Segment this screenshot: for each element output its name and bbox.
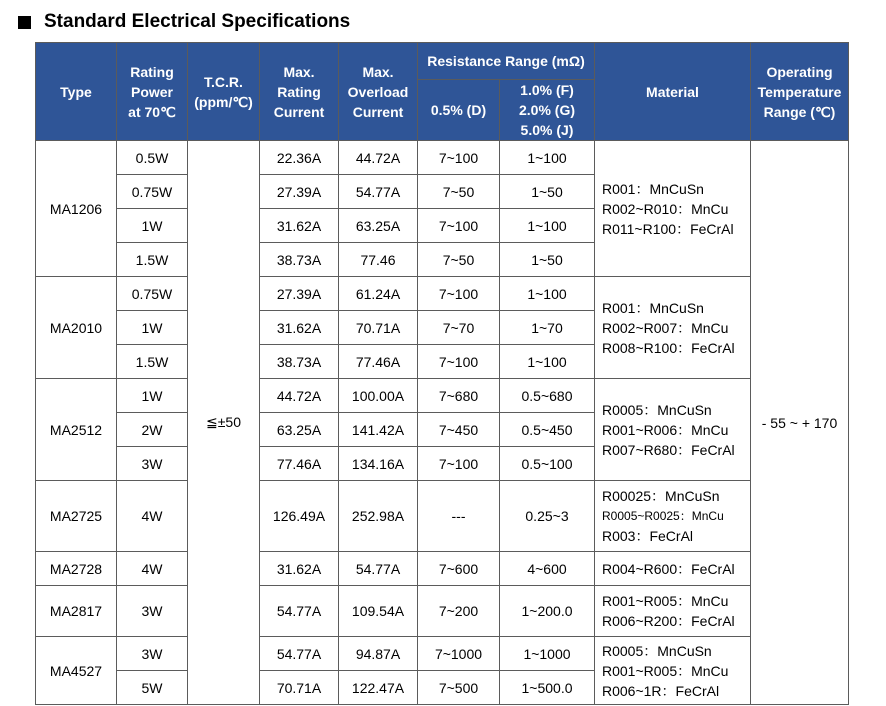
material-line: R004~R600：FeCrAl [602,560,735,577]
resistance-d-cell: 7~1000 [418,637,500,671]
resistance-d-cell: 7~100 [418,447,500,481]
rating-power-cell: 5W [117,671,188,705]
resistance-fgj-cell: 0.5~680 [500,379,595,413]
max-rating-current-cell: 63.25A [260,413,339,447]
table-header [36,43,849,141]
max-overload-current-cell: 70.71A [339,311,418,345]
resistance-fgj-cell: 1~1000 [500,637,595,671]
resistance-d-cell: 7~100 [418,345,500,379]
resistance-fgj-cell: 0.5~100 [500,447,595,481]
resistance-fgj-cell: 0.25~3 [500,481,595,552]
max-overload-current-cell: 134.16A [339,447,418,481]
type-cell: MA2512 [36,379,117,481]
material-line: R001：MnCuSn [602,299,704,316]
material-line: R0005：MnCuSn [602,401,712,418]
max-overload-current-cell: 252.98A [339,481,418,552]
material-line: R002~R010：MnCu [602,200,729,217]
section-title [18,10,350,34]
table-row [36,637,849,671]
resistance-d-cell: 7~100 [418,209,500,243]
max-rating-current-cell: 31.62A [260,209,339,243]
max-overload-current-cell: 94.87A [339,637,418,671]
material-cell [595,277,751,379]
resistance-d-cell: 7~680 [418,379,500,413]
max-overload-current-cell: 141.42A [339,413,418,447]
resistance-fgj-cell: 1~100 [500,277,595,311]
resistance-fgj-cell: 4~600 [500,552,595,586]
max-rating-current-cell: 31.62A [260,552,339,586]
max-rating-current-cell: 38.73A [260,345,339,379]
rating-power-cell: 0.5W [117,141,188,175]
resistance-fgj-cell: 1~70 [500,311,595,345]
table-row [36,586,849,637]
tcr-cell: ≦±50 [188,141,260,705]
type-cell: MA4527 [36,637,117,705]
resistance-d-cell: --- [418,481,500,552]
rating-power-cell: 1.5W [117,345,188,379]
rating-power-cell: 3W [117,586,188,637]
table-body [36,141,849,705]
resistance-d-cell: 7~50 [418,175,500,209]
header-resistance-range: Resistance Range (mΩ) [418,43,595,80]
table-row [36,141,849,175]
max-rating-current-cell: 27.39A [260,277,339,311]
max-overload-current-cell: 63.25A [339,209,418,243]
table-row [36,552,849,586]
material-cell [595,552,751,586]
type-cell: MA2728 [36,552,117,586]
rating-power-cell: 2W [117,413,188,447]
type-cell: MA2010 [36,277,117,379]
material-cell [595,379,751,481]
rating-power-cell: 0.75W [117,175,188,209]
max-overload-current-cell: 109.54A [339,586,418,637]
max-overload-current-cell: 54.77A [339,175,418,209]
max-overload-current-cell: 122.47A [339,671,418,705]
rating-power-cell: 3W [117,637,188,671]
max-rating-current-cell: 126.49A [260,481,339,552]
material-line: R0005：MnCuSn [602,642,712,659]
specifications-table [35,42,849,705]
material-line: R006~1R：FeCrAl [602,682,720,699]
resistance-d-cell: 7~50 [418,243,500,277]
header-material: Material [595,43,751,141]
header-tcr: T.C.R. (ppm/℃) [188,43,260,141]
max-rating-current-cell: 54.77A [260,586,339,637]
rating-power-cell: 1.5W [117,243,188,277]
rating-power-cell: 1W [117,379,188,413]
resistance-fgj-cell: 1~100 [500,141,595,175]
material-line: R003：FeCrAl [602,528,694,544]
material-cell [595,141,751,277]
resistance-d-cell: 7~100 [418,277,500,311]
header-max-overload-current: Max. Overload Current [339,43,418,141]
resistance-fgj-cell: 1~100 [500,345,595,379]
type-cell: MA2817 [36,586,117,637]
material-cell [595,586,751,637]
rating-power-cell: 4W [117,481,188,552]
resistance-d-cell: 7~100 [418,141,500,175]
resistance-fgj-cell: 1~200.0 [500,586,595,637]
rating-power-cell: 3W [117,447,188,481]
resistance-fgj-cell: 1~50 [500,243,595,277]
resistance-d-cell: 7~70 [418,311,500,345]
header-rating-power: Rating Power at 70℃ [117,43,188,141]
material-line: R008~R100：FeCrAl [602,339,735,356]
material-line: R006~R200：FeCrAl [602,613,735,629]
max-rating-current-cell: 38.73A [260,243,339,277]
material-line: R001~R006：MnCu [602,421,729,438]
material-line: R001~R005：MnCu [602,593,729,609]
material-line: R0005~R0025：MnCu [602,509,724,523]
max-rating-current-cell: 31.62A [260,311,339,345]
material-cell [595,481,751,552]
max-overload-current-cell: 61.24A [339,277,418,311]
max-rating-current-cell: 77.46A [260,447,339,481]
max-rating-current-cell: 70.71A [260,671,339,705]
max-rating-current-cell: 44.72A [260,379,339,413]
max-rating-current-cell: 27.39A [260,175,339,209]
rating-power-cell: 4W [117,552,188,586]
type-cell: MA2725 [36,481,117,552]
resistance-d-cell: 7~600 [418,552,500,586]
max-overload-current-cell: 77.46 [339,243,418,277]
max-rating-current-cell: 54.77A [260,637,339,671]
resistance-fgj-cell: 1~100 [500,209,595,243]
material-line: R001：MnCuSn [602,180,704,197]
resistance-fgj-cell: 1~500.0 [500,671,595,705]
rating-power-cell: 1W [117,209,188,243]
operating-temp-cell: - 55 ~ + 170 [751,141,849,705]
header-type: Type [36,43,117,141]
max-overload-current-cell: 77.46A [339,345,418,379]
table-row [36,379,849,413]
material-line: R007~R680：FeCrAl [602,441,735,458]
header-operating-temp: Operating Temperature Range (℃) [751,43,849,141]
max-rating-current-cell: 22.36A [260,141,339,175]
material-line: R011~R100：FeCrAl [602,220,734,237]
square-bullet-icon [18,16,31,29]
type-cell: MA1206 [36,141,117,277]
resistance-d-cell: 7~500 [418,671,500,705]
material-cell [595,637,751,705]
rating-power-cell: 0.75W [117,277,188,311]
material-line: R001~R005：MnCu [602,662,729,679]
resistance-d-cell: 7~200 [418,586,500,637]
header-tolerance-d: 0.5% (D) [418,80,500,141]
resistance-fgj-cell: 0.5~450 [500,413,595,447]
resistance-fgj-cell: 1~50 [500,175,595,209]
rating-power-cell: 1W [117,311,188,345]
table-row [36,481,849,552]
table-row [36,277,849,311]
page-title: Standard Electrical Specifications [44,11,351,32]
header-tolerance-fgj: 1.0% (F) 2.0% (G) 5.0% (J) [500,80,595,141]
max-overload-current-cell: 44.72A [339,141,418,175]
max-overload-current-cell: 54.77A [339,552,418,586]
material-line: R002~R007：MnCu [602,319,729,336]
header-max-rating-current: Max. Rating Current [260,43,339,141]
material-line: R00025：MnCuSn [602,488,720,504]
resistance-d-cell: 7~450 [418,413,500,447]
max-overload-current-cell: 100.00A [339,379,418,413]
